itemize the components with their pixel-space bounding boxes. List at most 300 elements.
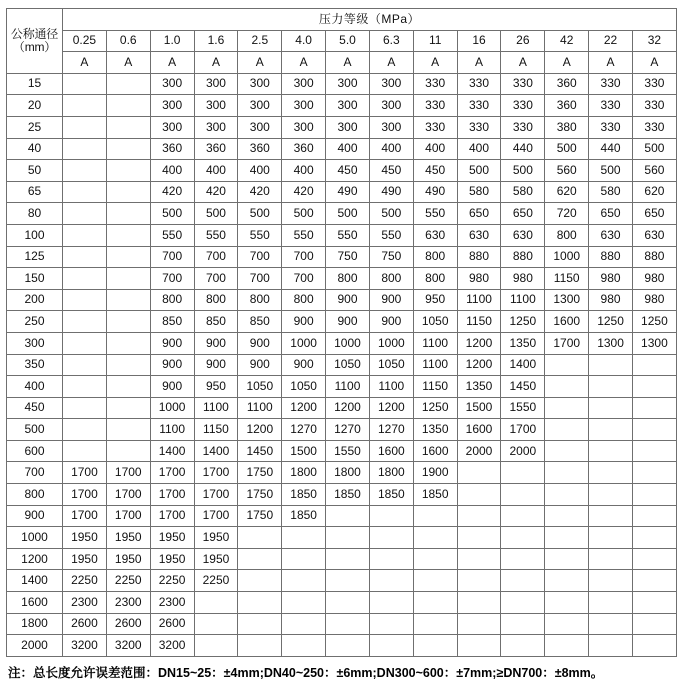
empty-cell [63, 224, 107, 246]
nominal-diameter-cell: 500 [7, 419, 63, 441]
empty-cell [63, 440, 107, 462]
table-row [7, 505, 677, 527]
length-value-cell: 900 [238, 354, 282, 376]
pressure-column-header: 5.0 [326, 30, 370, 52]
empty-cell [238, 592, 282, 614]
length-value-cell: 1450 [238, 440, 282, 462]
empty-cell [106, 95, 150, 117]
length-value-cell: 1850 [369, 484, 413, 506]
empty-cell [632, 440, 676, 462]
length-value-cell: 300 [282, 116, 326, 138]
pressure-column-header: 1.0 [150, 30, 194, 52]
length-value-cell: 300 [369, 73, 413, 95]
length-value-cell: 420 [150, 181, 194, 203]
length-value-cell: 500 [238, 203, 282, 225]
corner-header-nominal-diameter [7, 9, 63, 74]
length-value-cell: 1950 [150, 548, 194, 570]
empty-cell [106, 203, 150, 225]
length-value-cell: 330 [589, 116, 633, 138]
length-value-cell: 420 [282, 181, 326, 203]
series-code-header: A [238, 52, 282, 74]
empty-cell [413, 613, 457, 635]
length-value-cell: 360 [545, 95, 589, 117]
length-value-cell: 650 [501, 203, 545, 225]
pressure-column-header: 0.6 [106, 30, 150, 52]
length-value-cell: 630 [589, 224, 633, 246]
length-value-cell: 1300 [632, 332, 676, 354]
length-value-cell: 900 [194, 332, 238, 354]
pressure-column-header: 16 [457, 30, 501, 52]
table-row [7, 592, 677, 614]
length-value-cell: 620 [632, 181, 676, 203]
empty-cell [457, 505, 501, 527]
empty-cell [106, 116, 150, 138]
empty-cell [589, 613, 633, 635]
length-value-cell: 1800 [326, 462, 370, 484]
empty-cell [457, 592, 501, 614]
length-value-cell: 550 [238, 224, 282, 246]
length-value-cell: 330 [457, 95, 501, 117]
empty-cell [194, 592, 238, 614]
empty-cell [413, 548, 457, 570]
length-value-cell: 630 [413, 224, 457, 246]
length-value-cell: 2000 [457, 440, 501, 462]
length-value-cell: 700 [150, 246, 194, 268]
length-value-cell: 1000 [150, 397, 194, 419]
nominal-diameter-cell: 80 [7, 203, 63, 225]
table-row [7, 635, 677, 657]
length-value-cell: 300 [369, 95, 413, 117]
length-value-cell: 1950 [194, 527, 238, 549]
series-code-header: A [413, 52, 457, 74]
empty-cell [589, 527, 633, 549]
empty-cell [369, 548, 413, 570]
length-value-cell: 330 [501, 116, 545, 138]
empty-cell [632, 376, 676, 398]
length-value-cell: 800 [545, 224, 589, 246]
empty-cell [106, 73, 150, 95]
length-value-cell: 750 [369, 246, 413, 268]
length-value-cell: 330 [413, 73, 457, 95]
empty-cell [106, 246, 150, 268]
empty-cell [501, 613, 545, 635]
length-value-cell: 330 [457, 116, 501, 138]
length-value-cell: 330 [632, 73, 676, 95]
table-body [7, 73, 677, 656]
length-value-cell: 1150 [545, 268, 589, 290]
length-value-cell: 2600 [106, 613, 150, 635]
empty-cell [63, 332, 107, 354]
length-value-cell: 2300 [63, 592, 107, 614]
length-value-cell: 1850 [282, 484, 326, 506]
length-value-cell: 980 [457, 268, 501, 290]
empty-cell [545, 484, 589, 506]
length-value-cell: 330 [413, 95, 457, 117]
length-value-cell: 400 [326, 138, 370, 160]
empty-cell [501, 527, 545, 549]
length-value-cell: 1100 [150, 419, 194, 441]
empty-cell [194, 613, 238, 635]
length-value-cell: 1200 [457, 354, 501, 376]
length-value-cell: 980 [589, 268, 633, 290]
empty-cell [106, 332, 150, 354]
length-value-cell: 490 [413, 181, 457, 203]
length-value-cell: 1100 [238, 397, 282, 419]
length-value-cell: 300 [194, 95, 238, 117]
length-value-cell: 1950 [106, 527, 150, 549]
length-value-cell: 700 [150, 268, 194, 290]
empty-cell [457, 635, 501, 657]
empty-cell [63, 95, 107, 117]
length-value-cell: 330 [632, 116, 676, 138]
length-value-cell: 1600 [457, 419, 501, 441]
empty-cell [545, 570, 589, 592]
pressure-column-header: 2.5 [238, 30, 282, 52]
empty-cell [369, 635, 413, 657]
empty-cell [106, 419, 150, 441]
nominal-diameter-cell: 900 [7, 505, 63, 527]
length-value-cell: 700 [282, 246, 326, 268]
length-value-cell: 720 [545, 203, 589, 225]
nominal-diameter-cell: 300 [7, 332, 63, 354]
empty-cell [632, 419, 676, 441]
empty-cell [457, 570, 501, 592]
length-value-cell: 3200 [63, 635, 107, 657]
table-row [7, 548, 677, 570]
pressure-column-header: 22 [589, 30, 633, 52]
length-value-cell: 300 [282, 73, 326, 95]
length-value-cell: 360 [238, 138, 282, 160]
length-value-cell: 560 [545, 160, 589, 182]
length-value-cell: 900 [282, 354, 326, 376]
length-value-cell: 450 [326, 160, 370, 182]
length-value-cell: 1600 [413, 440, 457, 462]
table-head [7, 9, 677, 74]
table-row [7, 289, 677, 311]
nominal-diameter-cell: 25 [7, 116, 63, 138]
length-value-cell: 650 [632, 203, 676, 225]
header-row-group [7, 9, 677, 31]
empty-cell [457, 548, 501, 570]
length-value-cell: 800 [413, 246, 457, 268]
series-header-row [7, 52, 677, 74]
empty-cell [63, 354, 107, 376]
nominal-diameter-cell: 1400 [7, 570, 63, 592]
table-row [7, 116, 677, 138]
length-value-cell: 300 [369, 116, 413, 138]
dimension-table [6, 8, 677, 657]
length-value-cell: 1150 [413, 376, 457, 398]
length-value-cell: 980 [632, 289, 676, 311]
length-value-cell: 400 [238, 160, 282, 182]
length-value-cell: 420 [238, 181, 282, 203]
length-value-cell: 1000 [545, 246, 589, 268]
length-value-cell: 1300 [589, 332, 633, 354]
empty-cell [457, 462, 501, 484]
nominal-diameter-cell: 200 [7, 289, 63, 311]
table-row [7, 73, 677, 95]
empty-cell [413, 570, 457, 592]
empty-cell [369, 505, 413, 527]
length-value-cell: 400 [194, 160, 238, 182]
empty-cell [589, 462, 633, 484]
length-value-cell: 1700 [106, 484, 150, 506]
length-value-cell: 1400 [150, 440, 194, 462]
empty-cell [238, 548, 282, 570]
length-value-cell: 300 [326, 73, 370, 95]
nominal-diameter-cell: 40 [7, 138, 63, 160]
empty-cell [545, 613, 589, 635]
length-value-cell: 330 [413, 116, 457, 138]
table-row [7, 138, 677, 160]
length-value-cell: 800 [150, 289, 194, 311]
series-code-header: A [106, 52, 150, 74]
length-value-cell: 420 [194, 181, 238, 203]
empty-cell [632, 592, 676, 614]
length-value-cell: 500 [326, 203, 370, 225]
nominal-diameter-cell: 1000 [7, 527, 63, 549]
empty-cell [106, 138, 150, 160]
length-value-cell: 1700 [150, 462, 194, 484]
empty-cell [326, 613, 370, 635]
length-value-cell: 1850 [282, 505, 326, 527]
empty-cell [282, 592, 326, 614]
length-value-cell: 1700 [150, 484, 194, 506]
empty-cell [282, 548, 326, 570]
table-row [7, 203, 677, 225]
length-value-cell: 360 [545, 73, 589, 95]
length-value-cell: 900 [238, 332, 282, 354]
pressure-column-header: 1.6 [194, 30, 238, 52]
length-value-cell: 1700 [63, 505, 107, 527]
length-value-cell: 2300 [106, 592, 150, 614]
empty-cell [632, 397, 676, 419]
empty-cell [63, 138, 107, 160]
length-value-cell: 300 [282, 95, 326, 117]
length-value-cell: 980 [589, 289, 633, 311]
length-value-cell: 400 [282, 160, 326, 182]
series-code-header: A [150, 52, 194, 74]
length-value-cell: 1700 [194, 462, 238, 484]
table-row [7, 613, 677, 635]
length-value-cell: 300 [238, 95, 282, 117]
series-code-header: A [63, 52, 107, 74]
length-value-cell: 330 [589, 95, 633, 117]
empty-cell [589, 440, 633, 462]
footer-note: 注：总长度允许误差范围：DN15~25：±4mm;DN40~250：±6mm;DN300~600：±7mm;≥DN700：±8mm。 [8, 665, 604, 680]
empty-cell [63, 181, 107, 203]
empty-cell [326, 635, 370, 657]
length-value-cell: 1100 [501, 289, 545, 311]
empty-cell [589, 354, 633, 376]
length-value-cell: 1350 [457, 376, 501, 398]
length-value-cell: 360 [150, 138, 194, 160]
length-value-cell: 300 [150, 116, 194, 138]
table-row [7, 376, 677, 398]
length-value-cell: 1250 [632, 311, 676, 333]
length-value-cell: 1270 [282, 419, 326, 441]
table-row [7, 527, 677, 549]
length-value-cell: 500 [589, 160, 633, 182]
length-value-cell: 1600 [545, 311, 589, 333]
series-code-header: A [194, 52, 238, 74]
length-value-cell: 980 [501, 268, 545, 290]
length-value-cell: 1050 [238, 376, 282, 398]
empty-cell [589, 570, 633, 592]
length-value-cell: 1700 [501, 419, 545, 441]
length-value-cell: 1500 [457, 397, 501, 419]
length-value-cell: 1250 [501, 311, 545, 333]
series-code-header: A [589, 52, 633, 74]
empty-cell [369, 592, 413, 614]
nominal-diameter-cell: 400 [7, 376, 63, 398]
length-value-cell: 330 [501, 95, 545, 117]
empty-cell [545, 354, 589, 376]
length-value-cell: 580 [501, 181, 545, 203]
empty-cell [106, 311, 150, 333]
table-row [7, 397, 677, 419]
length-value-cell: 1350 [413, 419, 457, 441]
length-value-cell: 2250 [194, 570, 238, 592]
length-value-cell: 1800 [369, 462, 413, 484]
length-value-cell: 2250 [63, 570, 107, 592]
table-row [7, 570, 677, 592]
length-value-cell: 440 [501, 138, 545, 160]
length-value-cell: 900 [326, 289, 370, 311]
nominal-diameter-cell: 150 [7, 268, 63, 290]
empty-cell [545, 419, 589, 441]
length-value-cell: 1200 [238, 419, 282, 441]
empty-cell [545, 548, 589, 570]
pressure-column-header: 0.25 [63, 30, 107, 52]
empty-cell [589, 419, 633, 441]
length-value-cell: 550 [150, 224, 194, 246]
nominal-diameter-cell: 250 [7, 311, 63, 333]
empty-cell [106, 354, 150, 376]
length-value-cell: 900 [369, 311, 413, 333]
empty-cell [413, 635, 457, 657]
table-row [7, 332, 677, 354]
length-value-cell: 300 [194, 116, 238, 138]
length-value-cell: 2250 [150, 570, 194, 592]
empty-cell [501, 592, 545, 614]
empty-cell [106, 224, 150, 246]
empty-cell [282, 527, 326, 549]
empty-cell [545, 592, 589, 614]
empty-cell [457, 613, 501, 635]
length-value-cell: 1550 [326, 440, 370, 462]
empty-cell [369, 613, 413, 635]
series-code-header: A [282, 52, 326, 74]
length-value-cell: 1400 [501, 354, 545, 376]
length-value-cell: 700 [282, 268, 326, 290]
pressure-column-header: 32 [632, 30, 676, 52]
nominal-diameter-cell: 50 [7, 160, 63, 182]
table-row [7, 484, 677, 506]
length-value-cell: 360 [194, 138, 238, 160]
empty-cell [632, 354, 676, 376]
corner-header-line1: 公称通径 [10, 26, 59, 41]
table-row [7, 95, 677, 117]
series-code-header: A [501, 52, 545, 74]
pressure-rating-group-header: 压力等级（MPa） [63, 9, 677, 31]
length-value-cell: 630 [457, 224, 501, 246]
empty-cell [106, 376, 150, 398]
empty-cell [326, 527, 370, 549]
length-value-cell: 900 [369, 289, 413, 311]
length-value-cell: 1700 [63, 462, 107, 484]
length-value-cell: 880 [589, 246, 633, 268]
length-value-cell: 1700 [106, 462, 150, 484]
empty-cell [63, 397, 107, 419]
length-value-cell: 300 [326, 95, 370, 117]
length-value-cell: 1100 [194, 397, 238, 419]
length-value-cell: 950 [413, 289, 457, 311]
series-code-header: A [369, 52, 413, 74]
nominal-diameter-cell: 100 [7, 224, 63, 246]
pressure-column-header: 11 [413, 30, 457, 52]
empty-cell [106, 397, 150, 419]
length-value-cell: 1050 [326, 354, 370, 376]
empty-cell [413, 592, 457, 614]
length-value-cell: 1250 [589, 311, 633, 333]
empty-cell [545, 635, 589, 657]
length-value-cell: 1700 [63, 484, 107, 506]
length-value-cell: 650 [457, 203, 501, 225]
length-value-cell: 1950 [63, 527, 107, 549]
length-value-cell: 1700 [194, 505, 238, 527]
length-value-cell: 2250 [106, 570, 150, 592]
length-value-cell: 1000 [282, 332, 326, 354]
length-value-cell: 1150 [457, 311, 501, 333]
length-value-cell: 560 [632, 160, 676, 182]
length-value-cell: 1100 [413, 354, 457, 376]
table-row [7, 268, 677, 290]
empty-cell [63, 268, 107, 290]
length-value-cell: 1850 [413, 484, 457, 506]
length-value-cell: 800 [326, 268, 370, 290]
nominal-diameter-cell: 125 [7, 246, 63, 268]
length-value-cell: 580 [589, 181, 633, 203]
length-value-cell: 300 [238, 116, 282, 138]
length-value-cell: 750 [326, 246, 370, 268]
length-value-cell: 300 [238, 73, 282, 95]
length-value-cell: 1850 [326, 484, 370, 506]
length-value-cell: 850 [238, 311, 282, 333]
length-value-cell: 1300 [545, 289, 589, 311]
length-value-cell: 450 [413, 160, 457, 182]
length-value-cell: 1750 [238, 484, 282, 506]
length-value-cell: 1000 [369, 332, 413, 354]
length-value-cell: 2600 [150, 613, 194, 635]
corner-header-line2: （mm） [12, 39, 57, 54]
length-value-cell: 1100 [369, 376, 413, 398]
empty-cell [106, 268, 150, 290]
length-value-cell: 950 [194, 376, 238, 398]
nominal-diameter-cell: 800 [7, 484, 63, 506]
empty-cell [545, 527, 589, 549]
length-value-cell: 500 [457, 160, 501, 182]
empty-cell [501, 505, 545, 527]
length-value-cell: 2000 [501, 440, 545, 462]
length-value-cell: 900 [150, 376, 194, 398]
length-value-cell: 550 [369, 224, 413, 246]
empty-cell [501, 548, 545, 570]
empty-cell [369, 570, 413, 592]
empty-cell [632, 635, 676, 657]
length-value-cell: 650 [589, 203, 633, 225]
length-value-cell: 550 [194, 224, 238, 246]
